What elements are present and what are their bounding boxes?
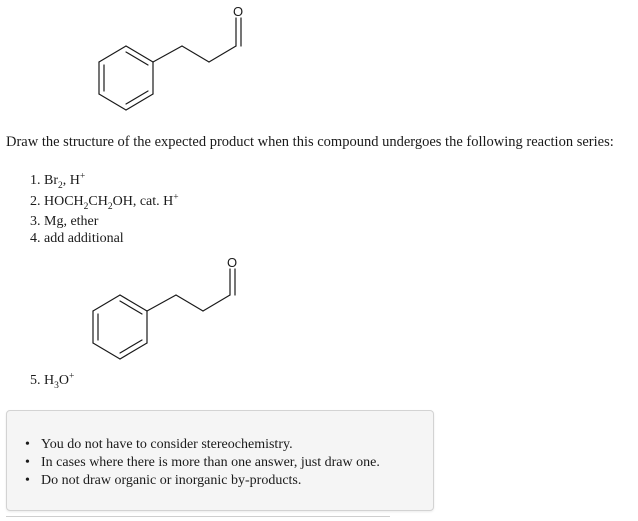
molecule-structure-step4 [82,251,242,363]
bullet-icon: • [25,455,30,470]
molecule-structure-top [88,2,248,114]
propanal-chain [153,18,241,62]
reaction-step-5 [30,372,74,389]
instruction-item: • In cases where there is more than one answer, just draw one. [25,455,380,470]
benzene-ring [93,295,147,359]
divider [6,516,390,517]
bullet-icon: • [25,473,30,488]
bullet-icon: • [25,437,30,452]
instruction-item: • Do not draw organic or inorganic by-products. [25,473,302,488]
question-text: Draw the structure of the expected product when this compound undergoes the following reaction series: [6,134,614,150]
instruction-item: • You do not have to consider stereochemistry. [25,437,293,452]
step-1: 1. $Br_2$, H+ [30,171,86,191]
step-4: 4. add additional [30,231,124,246]
instructions-list [25,436,380,490]
benzene-ring [99,46,153,110]
oxygen-label: O [227,255,238,270]
instructions-box [6,410,434,511]
step-3: 3. Mg, ether [30,214,99,229]
reaction-steps [30,172,179,247]
step-5: 5. $H_3O^+$ [30,371,75,391]
oxygen-label: O [233,4,244,19]
propanal-chain [147,269,235,311]
step-2: 2. $HOCH_2CH_2OH$, cat. H+ [30,192,179,212]
